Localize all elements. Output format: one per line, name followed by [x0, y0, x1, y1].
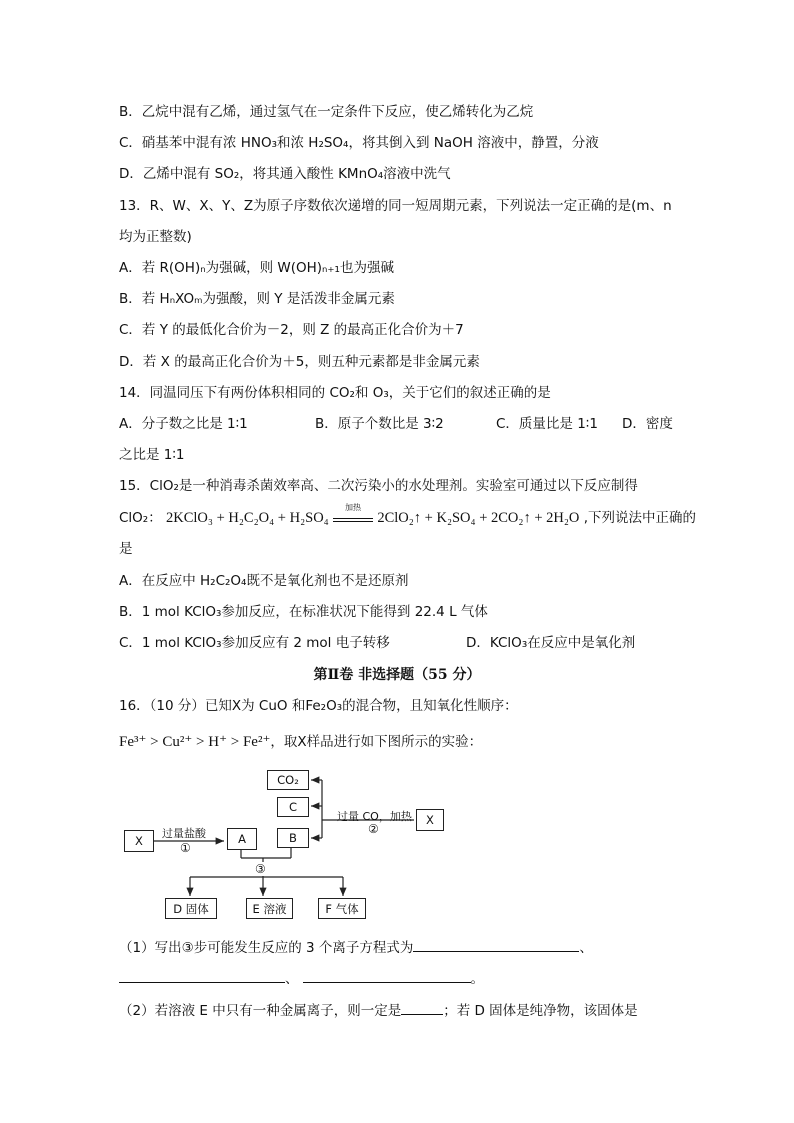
q14-option-a: A．分子数之比是 1∶1 — [119, 416, 248, 432]
section-heading: 第Ⅱ卷 非选择题（55 分） — [313, 667, 481, 683]
q15-option-d: D．KClO₃在反应中是氧化剂 — [466, 635, 636, 651]
q13-option-b: B．若 HₙXOₘ为强酸，则 Y 是活泼非金属元素 — [119, 291, 395, 307]
q14-option-d: D．密度 — [622, 416, 673, 432]
q16-sub1-end: 。 — [470, 971, 484, 987]
q16-sub1-sep1: 、 — [579, 940, 593, 956]
answer-blank-3[interactable] — [303, 968, 471, 983]
q16-sub1-text: （1）写出③步可能发生反应的 3 个离子方程式为 — [119, 940, 414, 956]
step1-label: 过量盐酸 — [162, 827, 206, 840]
q16-oxidation-order: Fe³⁺ > Cu²⁺ > H⁺ > Fe²⁺ — [119, 734, 271, 750]
box-a: A — [227, 828, 257, 850]
box-f-gas: F 气体 — [318, 898, 366, 919]
q13-option-c: C．若 Y 的最低化合价为－2，则 Z 的最高正化合价为＋7 — [119, 322, 464, 338]
box-c: C — [277, 797, 309, 817]
q15-equation-left: 2KClO₃ + H₂C₂O₄ + H₂SO₄ — [166, 510, 329, 526]
q15-equation-right: 2ClO₂↑ + K₂SO₄ + 2CO₂↑ + 2H₂O — [377, 510, 580, 526]
q15-option-a: A．在反应中 H₂C₂O₄既不是氧化剂也不是还原剂 — [119, 573, 409, 589]
step2-label: 过量 CO，加热 — [337, 810, 412, 823]
q13-stem-cont: 均为正整数) — [119, 229, 192, 245]
q16-sub1 — [119, 937, 593, 958]
q12-option-c: C．硝基苯中混有浓 HNO₃和浓 H₂SO₄，将其倒入到 NaOH 溶液中，静置，分液 — [119, 135, 599, 151]
q15-option-c: C．1 mol KClO₃参加反应有 2 mol 电子转移 — [119, 635, 390, 651]
step2-number: ② — [368, 822, 379, 836]
step1-number: ① — [180, 841, 191, 855]
q16-stem-suffix: ，取X样品进行如下图所示的实验： — [270, 734, 483, 750]
q13-stem: 13．R、W、X、Y、Z为原子序数依次递增的同一短周期元素，下列说法一定正确的是(m、n — [119, 198, 672, 214]
q12-option-d: D．乙烯中混有 SO₂，将其通入酸性 KMnO₄溶液中洗气 — [119, 166, 451, 182]
q16-sub1-cont — [119, 968, 484, 989]
q16-stem: 16．（10 分）已知X为 CuO 和Fe₂O₃的混合物，且知氧化性顺序： — [119, 698, 518, 714]
answer-blank-1[interactable] — [413, 937, 579, 952]
answer-blank-2[interactable] — [119, 968, 285, 983]
q15-stem-suffix: ,下列说法中正确的 — [583, 510, 696, 526]
box-b: B — [277, 828, 309, 848]
q15-stem: 15．ClO₂是一种消毒杀菌效率高、二次污染小的水处理剂。实验室可通过以下反应制得 — [119, 478, 638, 494]
q14-option-c: C．质量比是 1∶1 — [496, 416, 598, 432]
q13-option-a: A．若 R(OH)ₙ为强碱，则 W(OH)ₙ₊₁也为强碱 — [119, 260, 394, 276]
box-co2: CO₂ — [267, 770, 309, 790]
q14-stem: 14．同温同压下有两份体积相同的 CO₂和 O₃，关于它们的叙述正确的是 — [119, 385, 551, 401]
q16-sub2-mid: ；若 D 固体是纯净物，该固体是 — [443, 1003, 638, 1019]
q16-sub1-sep2: 、 — [285, 971, 299, 987]
q12-option-b: B．乙烷中混有乙烯，通过氢气在一定条件下反应，使乙烯转化为乙烷 — [119, 104, 534, 120]
q15-condition: 加热 — [345, 503, 362, 512]
q15-stem-end: 是 — [119, 541, 133, 557]
q13-option-d: D．若 X 的最高正化合价为＋5，则五种元素都是非金属元素 — [119, 354, 480, 370]
q15-prefix: ClO₂： — [119, 510, 162, 526]
q15-option-b: B．1 mol KClO₃参加反应，在标准状况下能得到 22.4 L 气体 — [119, 604, 488, 620]
step3-number: ③ — [255, 862, 266, 876]
q14-option-d-cont: 之比是 1∶1 — [119, 447, 185, 463]
box-d-solid: D 固体 — [165, 898, 217, 919]
box-e-solution: E 溶液 — [246, 898, 293, 919]
box-x-left: X — [124, 830, 154, 852]
q16-sub2-text: （2）若溶液 E 中只有一种金属离子，则一定是 — [119, 1003, 402, 1019]
q14-option-b: B．原子个数比是 3∶2 — [315, 416, 444, 432]
box-x-right: X — [416, 809, 444, 831]
q16-sub2 — [119, 1000, 638, 1021]
answer-blank-4[interactable] — [401, 1000, 443, 1015]
